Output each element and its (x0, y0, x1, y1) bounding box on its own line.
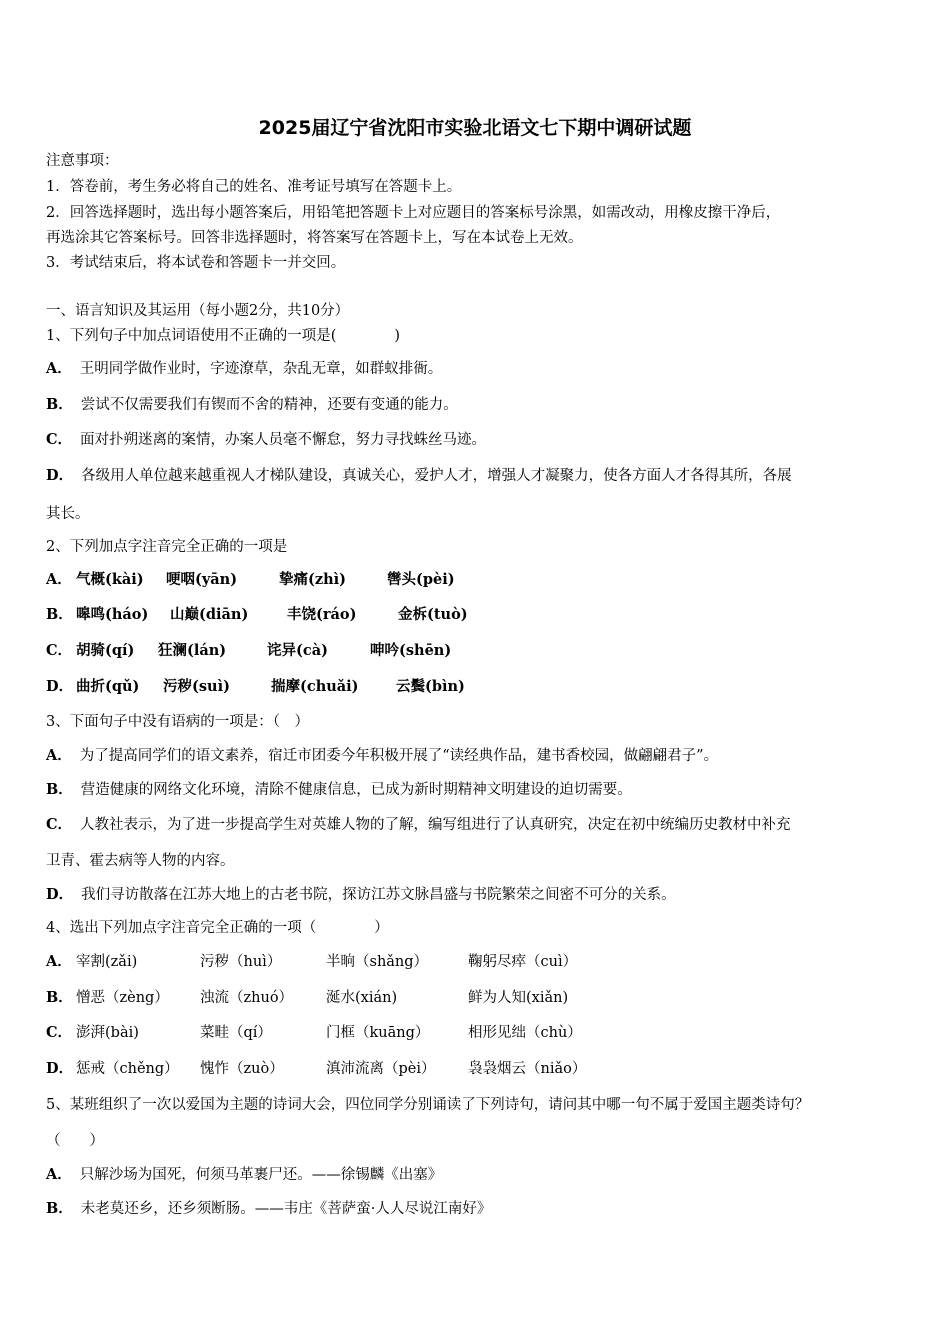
q5-paren: （ ） (46, 1133, 104, 1149)
q1-option-a: A． 王明同学做作业时，字迹潦草，杂乱无章，如群蚁排衙。 (46, 360, 443, 377)
q3-option-c-cont: 卫青、霍去病等人物的内容。 (46, 853, 235, 869)
q1-stem: 1、下列句子中加点词语使用不正确的一项是( ) (46, 328, 401, 344)
q5-option-b: B． 未老莫还乡，还乡须断肠。——韦庄《菩萨蛮·人人尽说江南好》 (46, 1200, 492, 1217)
q1-option-c: C． 面对扑朔迷离的案情，办案人员毫不懈怠，努力寻找蛛丝马迹。 (46, 431, 487, 448)
q3-option-b: B． 营造健康的网络文化环境，清除不健康信息，已成为新时期精神文明建设的迫切需要。 (46, 781, 632, 798)
option-label: A． (46, 360, 72, 377)
q4-stem: 4、选出下列加点字注音完全正确的一项（ ） (46, 920, 389, 936)
note-item-1: 1．答卷前，考生务必将自己的姓名、准考证号填写在答题卡上。 (46, 179, 462, 195)
q3-option-d: D． 我们寻访散落在江苏大地上的古老书院，探访江苏文脉昌盛与书院繁荣之间密不可分的关系。 (46, 886, 676, 903)
q1-option-d: D． 各级用人单位越来越重视人才梯队建设，真诚关心，爱护人才，增强人才凝聚力，使各方面人才各得其所，各展 (46, 467, 792, 484)
page-title: 2025届辽宁省沈阳市实验北语文七下期中调研试题 (258, 117, 692, 139)
note-item-2: 2．回答选择题时，选出每小题答案后，用铅笔把答题卡上对应题目的答案标号涂黑，如需改动，用橡皮擦干净后， (46, 205, 781, 221)
q5-stem: 5、某班组织了一次以爱国为主题的诗词大会，四位同学分别诵读了下列诗句，请问其中哪一句不属于爱国主题类诗句？ (46, 1097, 810, 1113)
q2-stem: 2、下列加点字注音完全正确的一项是 (46, 539, 288, 555)
option-label: D． (46, 467, 74, 484)
q3-stem: 3、下面句子中没有语病的一项是：（ ） (46, 714, 309, 730)
note-item-2-cont: 再选涂其它答案标号。回答非选择题时，将答案写在答题卡上，写在本试卷上无效。 (46, 230, 583, 246)
q1-option-b: B． 尝试不仅需要我们有锲而不舍的精神，还要有变通的能力。 (46, 396, 458, 413)
q3-option-a: A． 为了提高同学们的语文素养，宿迁市团委今年积极开展了“读经典作品，建书香校园，做翩翩君子”。 (46, 747, 719, 764)
q5-option-a: A． 只解沙场为国死，何须马革裹尸还。——徐锡麟《出塞》 (46, 1166, 443, 1183)
q1-option-d-cont: 其长。 (46, 506, 90, 522)
q3-option-c: C． 人教社表示，为了进一步提高学生对英雄人物的了解，编写组进行了认真研究，决定在初中统编历史教材中补充 (46, 816, 791, 833)
notes-heading: 注意事项： (46, 153, 119, 169)
option-label: B． (46, 396, 73, 413)
note-item-3: 3．考试结束后，将本试卷和答题卡一并交回。 (46, 255, 346, 271)
section-heading: 一、语言知识及其运用（每小题2分，共10分） (46, 303, 350, 319)
option-label: C． (46, 431, 73, 448)
